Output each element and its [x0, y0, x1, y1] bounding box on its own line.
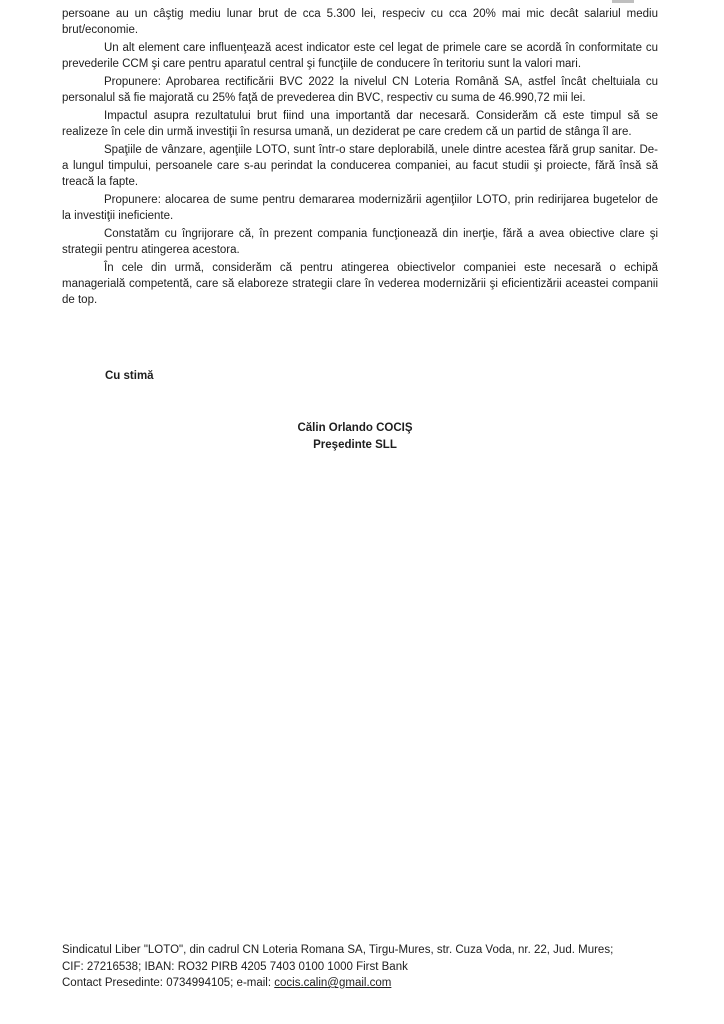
paragraph-conclusion: În cele din urmă, considerăm că pentru atingerea obiectivelor companiei este necesară o echipă managerială competentă, care să elaboreze strategii clare în vederea modernizării şi eficientizării aceastei companii de top. [62, 261, 658, 306]
paragraph-bonuses: Un alt element care influenţează acest indicator este cel legat de primele care se acordă în conformitate cu prevederile CCM şi care pentru aparatul central şi funcţiile de conducere în teritoriu sunt la valori mari. [62, 41, 658, 71]
paragraph-inertia: Constatăm cu îngrijorare că, în prezent compania funcţionează din inerţie, fără a avea obiective clare şi strategii pentru atingerea acestora. [62, 227, 658, 256]
scan-mark [612, 0, 634, 3]
footer-contact [62, 975, 682, 992]
paragraph-continuation: persoane au un câştig mediu lunar brut de cca 5.300 lei, respeciv cu cca 20% mai mic decât salariul mediu brut/economie. [62, 8, 658, 37]
signature-block [250, 420, 460, 454]
paragraph-proposal-modernization: Propunere: alocarea de sume pentru demararea modernizării agenţiilor LOTO, prin redirijarea bugetelor de la investiţii ineficiente. [62, 193, 658, 222]
footer-address: Sindicatul Liber "LOTO", din cadrul CN Loteria Romana SA, Tirgu-Mures, str. Cuza Voda, nr. 22, Jud. Mures; [62, 944, 614, 956]
signatory-title: Preşedinte SLL [313, 439, 397, 451]
footer-bank-details: CIF: 27216538; IBAN: RO32 PIRB 4205 7403 0100 1000 First Bank [62, 960, 408, 973]
signatory-name: Călin Orlando COCIŞ [297, 422, 413, 434]
closing-salutation: Cu stimă [105, 370, 154, 382]
email-link[interactable]: cocis.calin@gmail.com [274, 977, 392, 989]
paragraph-agencies: Spaţiile de vânzare, agenţiile LOTO, sunt într-o stare deplorabilă, unele dintre acestea fără grup sanitar. De-a lungul timpului, persoanele care s-au perindat la conducerea companiei, au facut studii şi proiecte, fără însă să treacă la fapte. [62, 143, 658, 189]
letter-body [62, 6, 658, 310]
paragraph-proposal-budget: Propunere: Aprobarea rectificării BVC 2022 la nivelul CN Loteria Română SA, astfel încât cheltuiala cu personalul să fie majorată cu 25% faţă de prevederea din BVC, respectiv cu suma de 46.990,72 mii lei. [62, 75, 658, 105]
letterhead-footer [62, 942, 682, 992]
footer-contact-label: Contact Presedinte: 0734994105; e-mail: [62, 977, 275, 989]
paragraph-impact: Impactul asupra rezultatului brut fiind una importantă dar necesară. Considerăm că este timpul să se realizeze în cele din urmă investiţii în resursa umană, un deziderat pe care credem că un partid de stânga îl are. [62, 109, 658, 138]
